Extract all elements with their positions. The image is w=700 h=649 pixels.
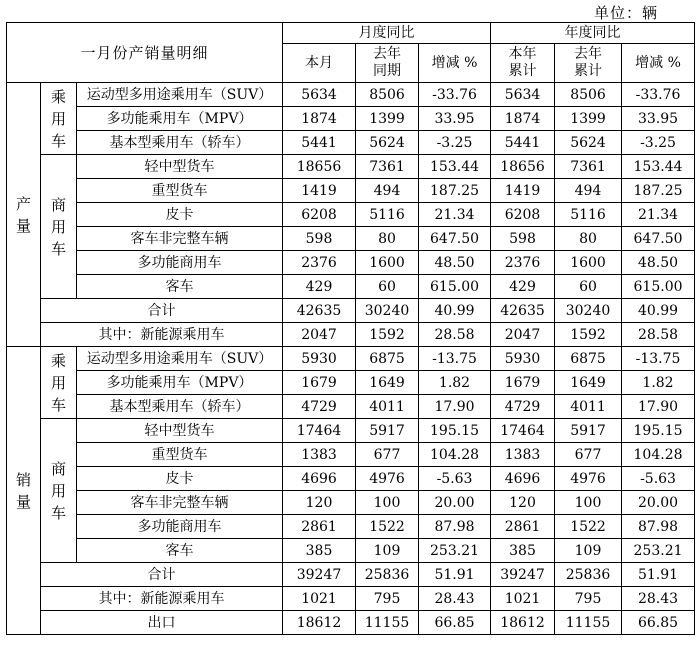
value-cell: 187.25 <box>622 179 695 203</box>
value-cell: 4976 <box>555 467 622 491</box>
value-cell: 28.43 <box>622 587 695 611</box>
value-cell: 1383 <box>283 443 356 467</box>
value-cell: 18656 <box>283 155 356 179</box>
table-row <box>7 227 695 251</box>
value-cell: 1592 <box>555 323 622 347</box>
value-cell: 1021 <box>283 587 356 611</box>
value-cell: 28.58 <box>622 323 695 347</box>
value-cell: 4011 <box>356 395 419 419</box>
value-cell: 20.00 <box>622 491 695 515</box>
value-cell: 795 <box>555 587 622 611</box>
row-label: 客车 <box>77 275 283 299</box>
value-cell: 28.43 <box>419 587 491 611</box>
value-cell: 1874 <box>491 107 555 131</box>
group-label-char: 用 <box>50 373 66 392</box>
value-cell: 100 <box>356 491 419 515</box>
header-row-groups <box>7 23 695 44</box>
value-cell: 109 <box>555 539 622 563</box>
value-cell: 40.99 <box>622 299 695 323</box>
value-cell: 39247 <box>283 563 356 587</box>
section-label-char: 量 <box>15 492 31 511</box>
production-sales-table <box>6 22 695 635</box>
value-cell: 28.58 <box>419 323 491 347</box>
row-label: 多功能乘用车（MPV） <box>77 371 283 395</box>
value-cell: 677 <box>555 443 622 467</box>
col-header-prev-ytd-line2: 累计 <box>574 63 603 79</box>
unit-label: 单位：辆 <box>593 4 658 22</box>
value-cell: 48.50 <box>419 251 491 275</box>
value-cell: 1.82 <box>622 371 695 395</box>
section-label-char: 产 <box>15 194 31 213</box>
value-cell: 2376 <box>283 251 356 275</box>
value-cell: 615.00 <box>622 275 695 299</box>
value-cell: 5634 <box>283 83 356 107</box>
group-label-char: 车 <box>50 239 66 258</box>
value-cell: 109 <box>356 539 419 563</box>
value-cell: 2861 <box>283 515 356 539</box>
value-cell: 5441 <box>283 131 356 155</box>
value-cell: 6208 <box>283 203 356 227</box>
value-cell: 66.85 <box>419 611 491 635</box>
value-cell: 1399 <box>555 107 622 131</box>
value-cell: 60 <box>555 275 622 299</box>
row-label: 基本型乘用车（轿车） <box>77 131 283 155</box>
total-label: 其中：新能源乘用车 <box>41 587 283 611</box>
value-cell: -3.25 <box>419 131 491 155</box>
value-cell: 104.28 <box>622 443 695 467</box>
table-row <box>7 203 695 227</box>
value-cell: 385 <box>491 539 555 563</box>
value-cell: 18656 <box>491 155 555 179</box>
section-label-char: 销 <box>15 470 31 489</box>
row-label: 轻中型货车 <box>77 419 283 443</box>
row-label: 客车非完整车辆 <box>77 491 283 515</box>
value-cell: -13.75 <box>622 347 695 371</box>
value-cell: 153.44 <box>622 155 695 179</box>
section-label <box>7 83 41 347</box>
value-cell: 494 <box>555 179 622 203</box>
table-row <box>7 155 695 179</box>
value-cell: 4976 <box>356 467 419 491</box>
group-label <box>41 155 77 299</box>
value-cell: 1600 <box>555 251 622 275</box>
value-cell: 4696 <box>491 467 555 491</box>
value-cell: 4011 <box>555 395 622 419</box>
value-cell: 66.85 <box>622 611 695 635</box>
group-label-char: 用 <box>50 481 66 500</box>
value-cell: 1.82 <box>419 371 491 395</box>
row-label: 运动型多用途乘用车（SUV） <box>77 83 283 107</box>
value-cell: 100 <box>555 491 622 515</box>
group-label-char: 用 <box>50 109 66 128</box>
row-label: 重型货车 <box>77 179 283 203</box>
value-cell: 187.25 <box>419 179 491 203</box>
table-row <box>7 131 695 155</box>
col-header-ytd-line1: 本年 <box>508 46 537 62</box>
value-cell: 39247 <box>491 563 555 587</box>
value-cell: 5441 <box>491 131 555 155</box>
value-cell: 1600 <box>356 251 419 275</box>
value-cell: 1679 <box>491 371 555 395</box>
value-cell: 5917 <box>356 419 419 443</box>
row-label: 重型货车 <box>77 443 283 467</box>
value-cell: 120 <box>491 491 555 515</box>
value-cell: 2861 <box>491 515 555 539</box>
value-cell: 429 <box>491 275 555 299</box>
col-header-ytd-line2: 累计 <box>508 63 537 79</box>
row-label: 多功能商用车 <box>77 515 283 539</box>
row-label: 基本型乘用车（轿车） <box>77 395 283 419</box>
value-cell: 51.91 <box>419 563 491 587</box>
row-label: 运动型多用途乘用车（SUV） <box>77 347 283 371</box>
col-header-prev-period <box>356 44 419 83</box>
row-label: 客车非完整车辆 <box>77 227 283 251</box>
table-row <box>7 371 695 395</box>
col-header-prev-ytd <box>555 44 622 83</box>
value-cell: 1419 <box>491 179 555 203</box>
total-row <box>7 299 695 323</box>
value-cell: 87.98 <box>622 515 695 539</box>
table-row <box>7 443 695 467</box>
value-cell: 5917 <box>555 419 622 443</box>
value-cell: 253.21 <box>419 539 491 563</box>
value-cell: 25836 <box>356 563 419 587</box>
table-title: 一月份产销量明细 <box>7 23 283 83</box>
table-row <box>7 107 695 131</box>
group-label <box>41 419 77 563</box>
table-row <box>7 539 695 563</box>
col-header-prev-line1: 去年 <box>373 46 402 62</box>
value-cell: 5624 <box>555 131 622 155</box>
value-cell: 615.00 <box>419 275 491 299</box>
value-cell: 60 <box>356 275 419 299</box>
value-cell: 5930 <box>283 347 356 371</box>
value-cell: -33.76 <box>419 83 491 107</box>
value-cell: 795 <box>356 587 419 611</box>
value-cell: 4696 <box>283 467 356 491</box>
value-cell: 40.99 <box>419 299 491 323</box>
value-cell: 17464 <box>283 419 356 443</box>
table-row <box>7 347 695 371</box>
col-header-ytd <box>491 44 555 83</box>
value-cell: -5.63 <box>419 467 491 491</box>
value-cell: 17.90 <box>419 395 491 419</box>
value-cell: 647.50 <box>419 227 491 251</box>
value-cell: 48.50 <box>622 251 695 275</box>
value-cell: 1592 <box>356 323 419 347</box>
table-row <box>7 515 695 539</box>
value-cell: 87.98 <box>419 515 491 539</box>
value-cell: 494 <box>356 179 419 203</box>
col-header-prev-line2: 同期 <box>373 63 402 79</box>
value-cell: 42635 <box>491 299 555 323</box>
value-cell: 429 <box>283 275 356 299</box>
value-cell: 104.28 <box>419 443 491 467</box>
section-label-char: 量 <box>15 216 31 235</box>
table-row <box>7 83 695 107</box>
total-row <box>7 323 695 347</box>
value-cell: 2047 <box>491 323 555 347</box>
value-cell: 42635 <box>283 299 356 323</box>
value-cell: 7361 <box>555 155 622 179</box>
row-label: 多功能商用车 <box>77 251 283 275</box>
value-cell: 20.00 <box>419 491 491 515</box>
value-cell: 120 <box>283 491 356 515</box>
group-label-char: 车 <box>50 503 66 522</box>
row-label: 皮卡 <box>77 203 283 227</box>
row-label: 皮卡 <box>77 467 283 491</box>
value-cell: 1874 <box>283 107 356 131</box>
row-label: 多功能乘用车（MPV） <box>77 107 283 131</box>
col-header-change-monthly: 增减 % <box>419 44 491 83</box>
value-cell: 6208 <box>491 203 555 227</box>
value-cell: 5930 <box>491 347 555 371</box>
table-body <box>7 23 695 635</box>
value-cell: 677 <box>356 443 419 467</box>
group-label-char: 乘 <box>50 351 66 370</box>
col-header-month: 本月 <box>283 44 356 83</box>
value-cell: 5634 <box>491 83 555 107</box>
value-cell: 5116 <box>356 203 419 227</box>
table-row <box>7 491 695 515</box>
value-cell: 2376 <box>491 251 555 275</box>
total-label: 其中：新能源乘用车 <box>41 323 283 347</box>
table-row <box>7 467 695 491</box>
value-cell: 11155 <box>356 611 419 635</box>
value-cell: -33.76 <box>622 83 695 107</box>
value-cell: 385 <box>283 539 356 563</box>
value-cell: 1649 <box>555 371 622 395</box>
total-row <box>7 611 695 635</box>
value-cell: 33.95 <box>622 107 695 131</box>
table-row <box>7 251 695 275</box>
value-cell: 253.21 <box>622 539 695 563</box>
total-row <box>7 563 695 587</box>
group-label <box>41 83 77 155</box>
value-cell: 18612 <box>283 611 356 635</box>
value-cell: 51.91 <box>622 563 695 587</box>
group-label-char: 乘 <box>50 87 66 106</box>
value-cell: 647.50 <box>622 227 695 251</box>
group-label <box>41 347 77 419</box>
value-cell: 153.44 <box>419 155 491 179</box>
col-header-change-yearly: 增减 % <box>622 44 695 83</box>
value-cell: 1021 <box>491 587 555 611</box>
value-cell: 1522 <box>555 515 622 539</box>
group-label-char: 车 <box>50 395 66 414</box>
value-cell: 30240 <box>555 299 622 323</box>
value-cell: 1419 <box>283 179 356 203</box>
value-cell: 5624 <box>356 131 419 155</box>
row-label: 客车 <box>77 539 283 563</box>
yearly-group-header: 年度同比 <box>491 23 695 44</box>
value-cell: 598 <box>283 227 356 251</box>
total-label: 合计 <box>41 299 283 323</box>
value-cell: 80 <box>356 227 419 251</box>
value-cell: 17.90 <box>622 395 695 419</box>
table-row <box>7 419 695 443</box>
value-cell: 1679 <box>283 371 356 395</box>
group-label-char: 用 <box>50 217 66 236</box>
total-row <box>7 587 695 611</box>
value-cell: 11155 <box>555 611 622 635</box>
value-cell: 8506 <box>555 83 622 107</box>
section-label <box>7 347 41 635</box>
group-label-char: 商 <box>50 459 66 478</box>
total-label: 合计 <box>41 563 283 587</box>
table-row <box>7 395 695 419</box>
value-cell: 17464 <box>491 419 555 443</box>
value-cell: 6875 <box>555 347 622 371</box>
value-cell: -13.75 <box>419 347 491 371</box>
value-cell: 195.15 <box>622 419 695 443</box>
value-cell: 1649 <box>356 371 419 395</box>
value-cell: -3.25 <box>622 131 695 155</box>
monthly-group-header: 月度同比 <box>283 23 491 44</box>
value-cell: 1522 <box>356 515 419 539</box>
value-cell: 4729 <box>283 395 356 419</box>
value-cell: -5.63 <box>622 467 695 491</box>
value-cell: 1399 <box>356 107 419 131</box>
value-cell: 195.15 <box>419 419 491 443</box>
value-cell: 21.34 <box>622 203 695 227</box>
table-row <box>7 275 695 299</box>
value-cell: 30240 <box>356 299 419 323</box>
value-cell: 2047 <box>283 323 356 347</box>
value-cell: 18612 <box>491 611 555 635</box>
value-cell: 5116 <box>555 203 622 227</box>
col-header-prev-ytd-line1: 去年 <box>574 46 603 62</box>
table-row <box>7 179 695 203</box>
value-cell: 6875 <box>356 347 419 371</box>
value-cell: 25836 <box>555 563 622 587</box>
value-cell: 1383 <box>491 443 555 467</box>
value-cell: 4729 <box>491 395 555 419</box>
value-cell: 598 <box>491 227 555 251</box>
value-cell: 8506 <box>356 83 419 107</box>
value-cell: 80 <box>555 227 622 251</box>
value-cell: 7361 <box>356 155 419 179</box>
group-label-char: 车 <box>50 131 66 150</box>
total-label: 出口 <box>41 611 283 635</box>
row-label: 轻中型货车 <box>77 155 283 179</box>
value-cell: 21.34 <box>419 203 491 227</box>
group-label-char: 商 <box>50 195 66 214</box>
value-cell: 33.95 <box>419 107 491 131</box>
